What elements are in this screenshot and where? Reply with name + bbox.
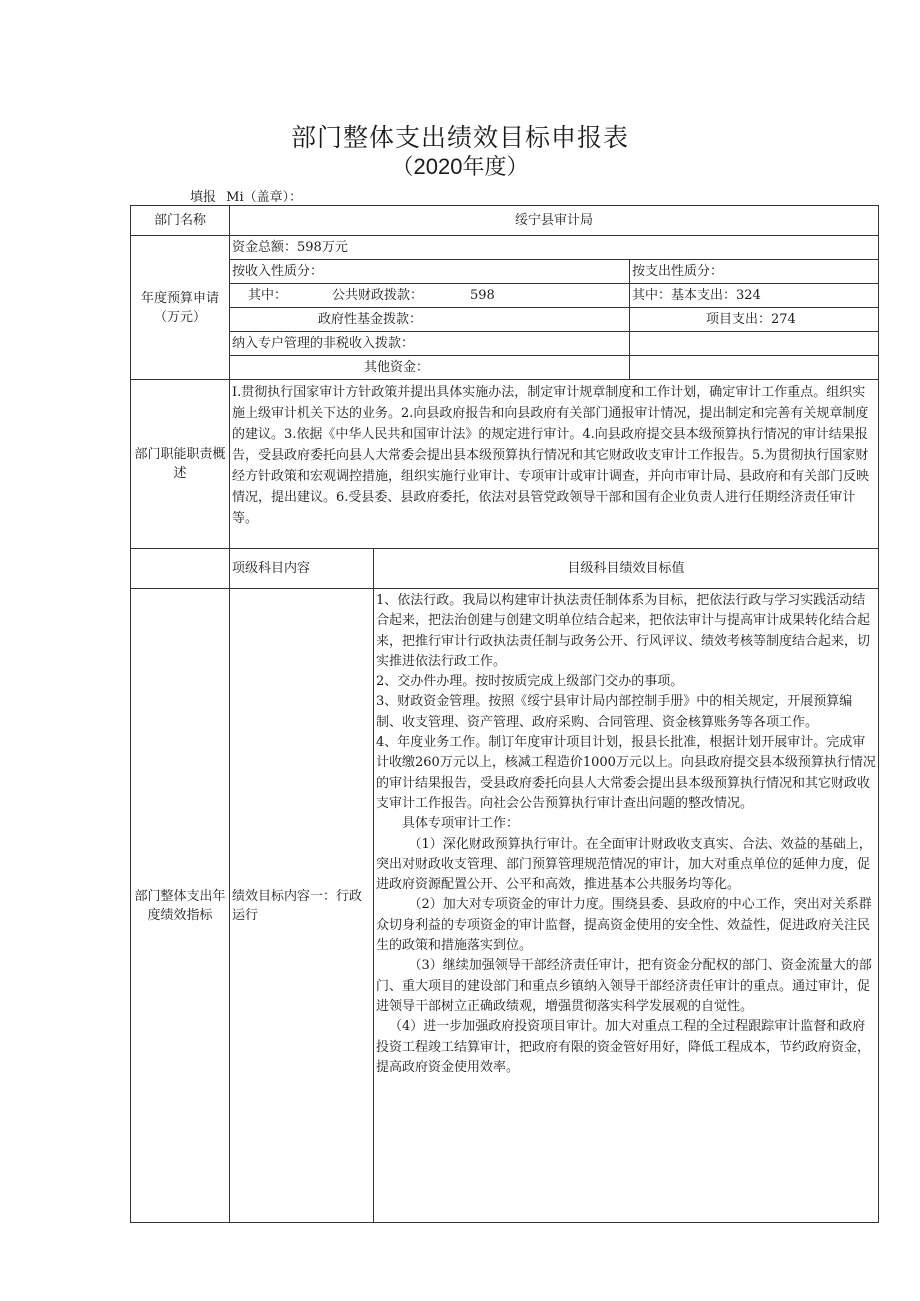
filler-label: 填报 [190,190,217,205]
budget-by-expense: 按支出性质分： [630,260,879,284]
perf-paragraph: 3、财政资金管理。按照《绥宁县审计局内部控制手册》中的相关规定，开展预算编制、收支管理、资产管理、政府采购、合同管理、资金核算账务等各项工作。 [376,694,853,730]
budget-row-gov-fund [131,308,879,332]
budget-gov-fund: 政府性基金拨款： [230,308,630,332]
budget-total: 资金总额：598万元 [230,236,879,260]
budget-non-tax: 纳入专户管理的非税收入拨款： [230,332,630,356]
perf-header-col1: 项级科目内容 [230,549,374,589]
budget-public-finance-value: 598 [470,288,495,303]
budget-by-income: 按收入性质分： [230,260,630,284]
duties-row [131,380,879,549]
budget-among: 其中： [248,288,288,303]
budget-row-other [131,356,879,380]
filler-line [190,186,302,205]
perf-row [131,589,879,1223]
dept-label: 部门名称 [131,206,230,236]
perf-item-label: 绩效目标内容一：行政运行 [230,589,374,1223]
perf-paragraph: 4、年度业务工作。制订年度审计项目计划，报县长批准，根据计划开展审计。完成审计收缴260万元以上，核减工程造价1000万元以上。向县政府提交县本级预算执行情况的审计结果报告，受县政府委托向县人大常委会提出县本级预算执行情况和其它财政收支审计工作报告。向社会公告预算执行审计查出问题的整改情况。 [376,735,876,811]
page-title: 部门整体支出绩效目标申报表 [290,123,629,152]
budget-row-total [131,236,879,260]
perf-paragraph: （3）继续加强领导干部经济责任审计，把有资金分配权的部门、资金流量大的部门、重大项目的建设部门和重点乡镇纳入领导干部经济责任审计的重点。通过审计，促进领导干部树立正确政绩观，增强贯彻落实科学发展观的自觉性。 [376,958,872,1014]
perf-paragraph: （1）深化财政预算执行审计。在全面审计财政收支真实、合法、效益的基础上，突出对财政收支管理、部门预算管理规范情况的审计，加大对重点单位的延伸力度，促进政府资源配置公开、公平和高效，推进基本公共服务均等化。 [376,836,872,893]
perf-content [374,589,879,1223]
budget-other: 其他资金： [230,356,630,380]
budget-project-expense: 项目支出：274 [630,308,879,332]
perf-header-col2: 目级科目绩效目标值 [374,549,879,589]
budget-basic-expense: 其中：基本支出：324 [630,284,879,308]
dept-value: 绥宁县审计局 [230,206,879,236]
page-subtitle: （2020年度） [391,154,529,179]
perf-paragraph: （4）进一步加强政府投资项目审计。加大对重点工程的全过程跟踪审计监督和政府投资工程竣工结算审计，把政府有限的资金管好用好，降低工程成本，节约政府资金，提高政府资金使用效率。 [376,1019,871,1075]
performance-form-table [130,205,879,1223]
dept-row [131,206,879,236]
budget-label: 年度预算申请（万元） [131,236,230,380]
perf-header-row [131,549,879,589]
perf-header-blank [131,549,230,589]
perf-paragraph: 具体专项审计工作： [402,816,520,832]
perf-paragraph: （2）加大对专项资金的审计力度。围绕县委、县政府的中心工作，突出对关系群众切身利益的专项资金的审计监督，提高资金使用的安全性、效益性，促进政府关注民生的政策和措施落实到位。 [376,897,872,954]
duties-label: 部门职能职责概述 [131,380,230,549]
duties-text: I.贯彻执行国家审计方针政策并提出具体实施办法，制定审计规章制度和工作计划，确定审计工作重点。组织实施上级审计机关下达的业务。2.向县政府报告和向县政府有关部门通报审计情况，提出制定和完善有关规章制度的建议。3.依据《中华人民共和国审计法》的规定进行审计。4.向县政府提交县本级预算执行情况的审计结果报告，受县政府委托向县人大常委会提出县本级预算执行情况和其它财政收支审计工作报告。5.为贯彻执行国家财经方针政策和宏观调控措施，组织实施行业审计、专项审计或审计调查，并向市审计局、县政府和有关部门反映情况，提出建议。6.受县委、县政府委托，依法对县管党政领导干部和国有企业负责人进行任期经济责任审计等。 [230,380,879,549]
filler-value: Mi（盖章）： [226,190,303,205]
perf-paragraph: 2、交办件办理。按时按质完成上级部门交办的事项。 [376,674,684,690]
budget-public-finance [230,284,630,308]
budget-non-tax-blank [630,332,879,356]
budget-other-blank [630,356,879,380]
budget-public-finance-label: 公共财政拨款： [332,288,424,303]
perf-label: 部门整体支出年度绩效指标 [131,589,230,1223]
budget-row-non-tax [131,332,879,356]
perf-paragraph: 1、依法行政。我局以构建审计执法责任制体系为目标，把依法行政与学习实践活动结合起来，把法治创建与创建文明单位结合起来，把依法审计与提高审计成果转化结合起来，把推行审计行政执法责任制与政务公开、行风评议、绩效考核等制度结合起来，切实推进依法行政工作。 [376,593,871,669]
budget-row-nature [131,260,879,284]
budget-row-public [131,284,879,308]
